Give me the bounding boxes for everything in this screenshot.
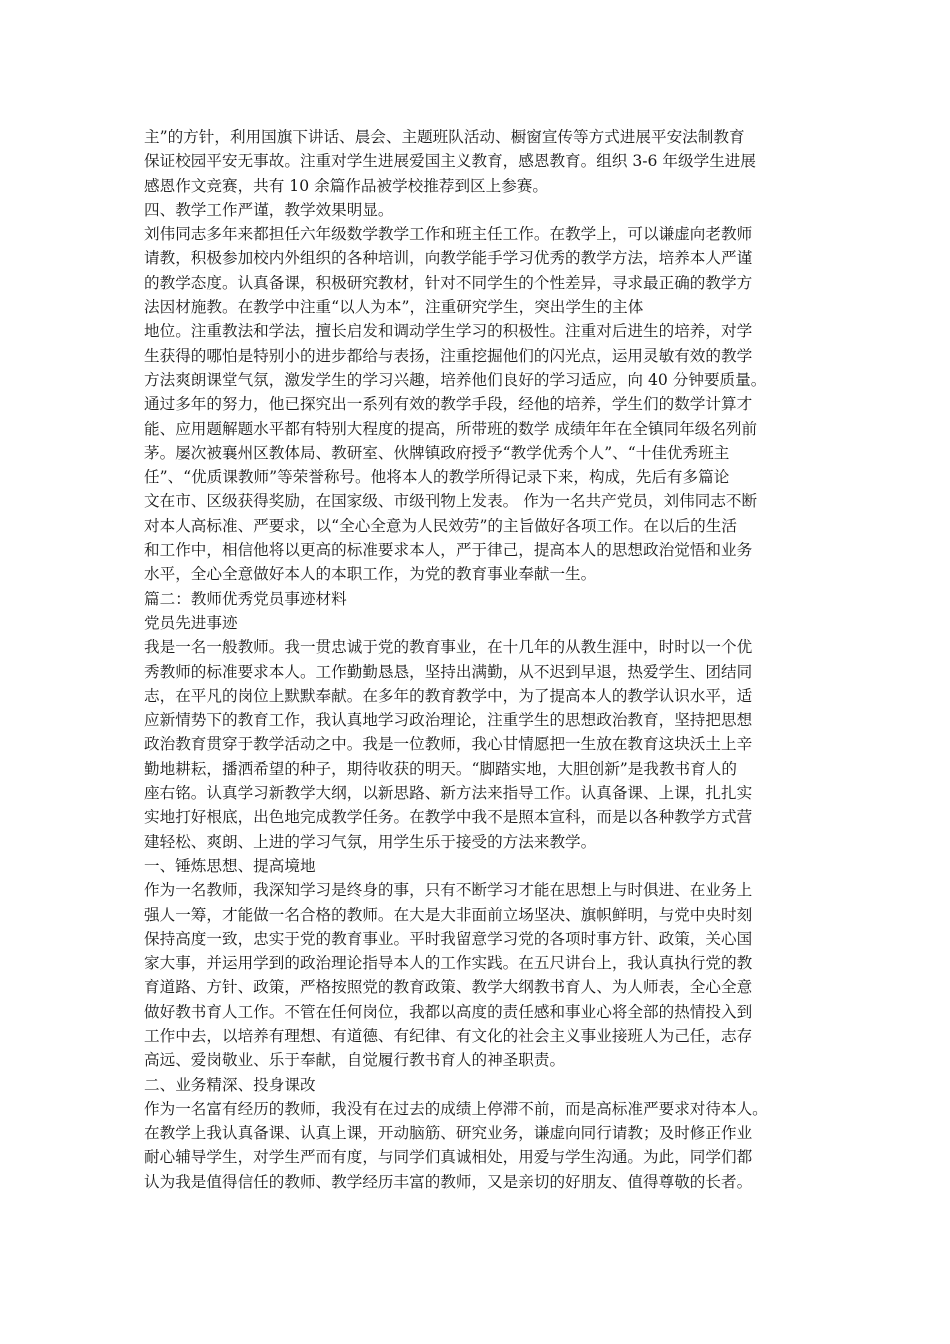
text-line: 勤地耕耘，播洒希望的种子，期待收获的明天。“脚踏实地，大胆创新”是我教书育人的 [144, 759, 737, 778]
text-line: 篇二：教师优秀党员事迹材料 [144, 589, 347, 608]
text-line: 一、锤炼思想、提高境地 [144, 856, 316, 875]
text-line: 的教学态度。认真备课，积极研究教材，针对不同学生的个性差异，寻求最正确的教学方 [144, 273, 753, 292]
text-line: 在教学上我认真备课、认真上课，开动脑筋、研究业务，谦虚向同行请教；及时修正作业 [144, 1124, 753, 1143]
text-line: 保持高度一致，忠实于党的教育事业。平时我留意学习党的各项时事方针、政策，关心国 [144, 929, 753, 948]
text-line: 茅。屡次被襄州区教体局、教研室、伙牌镇政府授予“教学优秀个人”、“十佳优秀班主 [144, 443, 730, 462]
text-line: 强人一筹，才能做一名合格的教师。在大是大非面前立场坚决、旗帜鲜明，与党中央时刻 [144, 905, 753, 924]
text-line: 高远、爱岗敬业、乐于奉献，自觉履行教书育人的神圣职责。 [144, 1051, 566, 1070]
text-line: 方法爽朗课堂气氛，激发学生的学习兴趣，培养他们良好的学习适应，向 40 分钟要质量。 [144, 370, 767, 389]
text-line: 文在市、区级获得奖励，在国家级、市级刊物上发表。 作为一名共产党员，刘伟同志不断 [144, 492, 758, 511]
text-line: 秀教师的标准要求本人。工作勤勤恳恳，坚持出满勤，从不迟到早退，热爱学生、团结同 [144, 662, 753, 681]
text-line: 实地打好根底，出色地完成教学任务。在教学中我不是照本宣科，而是以各种教学方式营 [144, 808, 753, 827]
text-line: 通过多年的努力，他已探究出一系列有效的教学手段，经他的培养，学生们的数学计算才 [144, 395, 753, 414]
text-line: 作为一名富有经历的教师，我没有在过去的成绩上停滞不前，而是高标准严要求对待本人。 [144, 1099, 768, 1118]
text-line: 建轻松、爽朗、上进的学习气氛，用学生乐于接受的方法来教学。 [144, 832, 597, 851]
text-line: 我是一名一般教师。我一贯忠诚于党的教育事业，在十几年的从教生涯中，时时以一个优 [144, 638, 753, 657]
text-line: 志，在平凡的岗位上默默奉献。在多年的教育教学中，为了提高本人的教学认识水平，适 [144, 686, 753, 705]
text-line: 请教，积极参加校内外组织的各种培训，向教学能手学习优秀的教学方法，培养本人严谨 [144, 249, 753, 268]
text-line: 座右铭。认真学习新教学大纲，以新思路、新方法来指导工作。认真备课、上课，扎扎实 [144, 784, 753, 803]
document-body [144, 125, 824, 1194]
text-line: 认为我是值得信任的教师、教学经历丰富的教师，又是亲切的好朋友、值得尊敬的长者。 [144, 1172, 753, 1191]
text-line: 耐心辅导学生，对学生严而有度，与同学们真诚相处，用爱与学生沟通。为此，同学们都 [144, 1148, 753, 1167]
text-line: 生获得的哪怕是特别小的进步都给与表扬，注重挖掘他们的闪光点，运用灵敏有效的教学 [144, 346, 753, 365]
text-line: 党员先进事迹 [144, 613, 238, 632]
text-line: 对本人高标准、严要求，以“全心全意为人民效劳”的主旨做好各项工作。在以后的生活 [144, 516, 737, 535]
text-line: 二、业务精深、投身课改 [144, 1075, 316, 1094]
text-line: 和工作中，相信他将以更高的标准要求本人，严于律己，提高本人的思想政治觉悟和业务 [144, 541, 753, 560]
text-line: 刘伟同志多年来都担任六年级数学教学工作和班主任工作。在教学上，可以谦虚向老教师 [144, 225, 753, 244]
text-line: 法因材施教。在教学中注重“以人为本”，注重研究学生，突出学生的主体 [144, 298, 644, 317]
text-line: 工作中去，以培养有理想、有道德、有纪律、有文化的社会主义事业接班人为己任，志存 [144, 1026, 753, 1045]
text-line: 政治教育贯穿于教学活动之中。我是一位教师，我心甘情愿把一生放在教育这块沃土上辛 [144, 735, 753, 754]
text-line: 任”、“优质课教师”等荣誉称号。他将本人的教学所得记录下来，构成，先后有多篇论 [144, 468, 730, 487]
text-line: 应新情势下的教育工作，我认真地学习政治理论，注重学生的思想政治教育，坚持把思想 [144, 711, 753, 730]
text-line: 四、教学工作严谨，教学效果明显。 [144, 200, 394, 219]
text-line: 保证校园平安无事故。注重对学生进展爱国主义教育，感恩教育。组织 3-6 年级学生进展 [144, 152, 756, 171]
text-line: 能、应用题解题水平都有特别大程度的提高，所带班的数学 成绩年年在全镇同年级名列前 [144, 419, 758, 438]
text-line: 主”的方针，利用国旗下讲话、晨会、主题班队活动、橱窗宣传等方式进展平安法制教育 [144, 128, 745, 146]
text-line: 做好教书育人工作。不管在任何岗位，我都以高度的责任感和事业心将全部的热情投入到 [144, 1002, 753, 1021]
text-line: 作为一名教师，我深知学习是终身的事，只有不断学习才能在思想上与时俱进、在业务上 [144, 881, 753, 900]
text-line: 地位。注重教法和学法，擅长启发和调动学生学习的积极性。注重对后进生的培养，对学 [144, 322, 753, 341]
text-line: 水平，全心全意做好本人的本职工作，为党的教育事业奉献一生。 [144, 565, 597, 584]
text-line: 感恩作文竞赛，共有 10 余篇作品被学校推荐到区上参赛。 [144, 176, 549, 195]
text-line: 育道路、方针、政策，严格按照党的教育政策、教学大纲教书育人、为人师表，全心全意 [144, 978, 753, 997]
text-line: 家大事，并运用学到的政治理论指导本人的工作实践。在五尺讲台上，我认真执行党的教 [144, 954, 753, 973]
